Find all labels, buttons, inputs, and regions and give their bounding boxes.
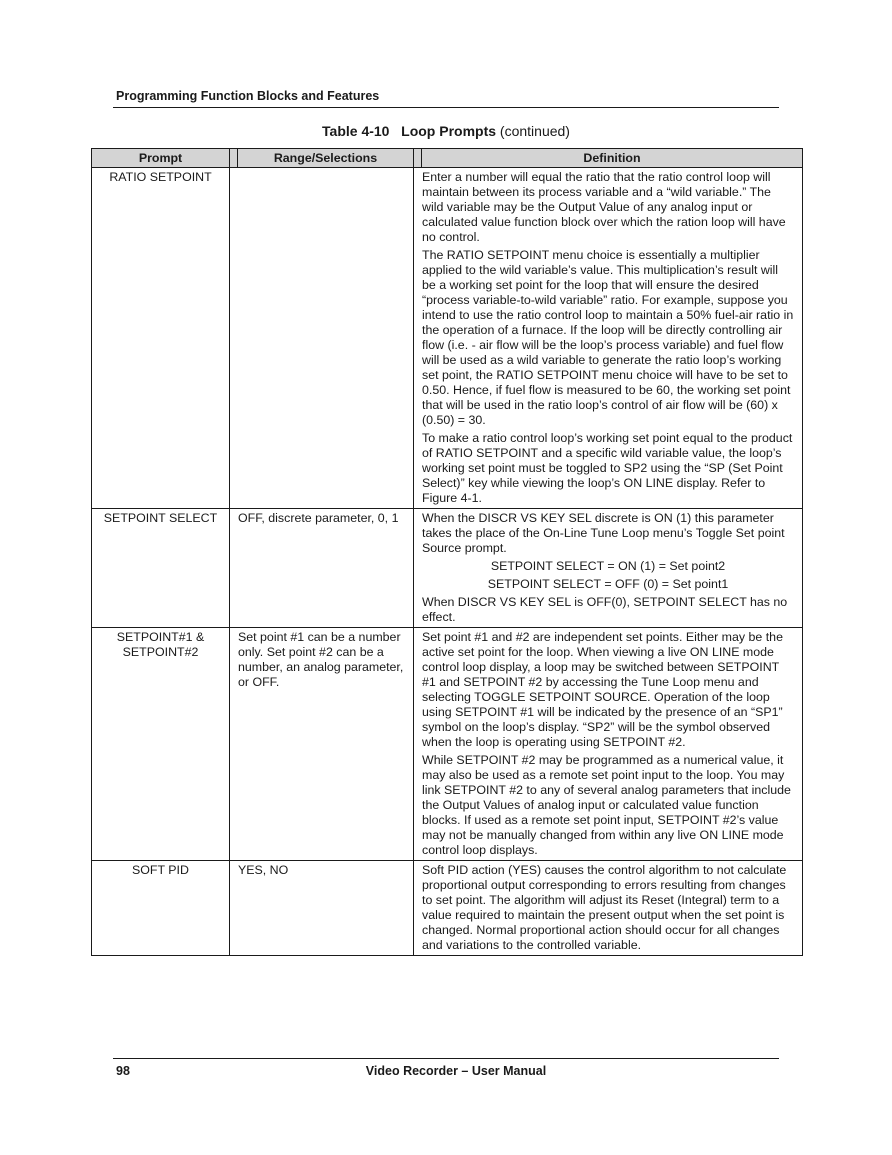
prompt-cell: RATIO SETPOINT bbox=[92, 168, 230, 509]
definition-paragraph: Set point #1 and #2 are independent set points. Either may be the active set point for the loop. When viewing a live ON LINE mode control loop display, a loop may be switched between SETPOINT #1 and SETPOINT #2 by accessing the Tune Loop menu and selecting TOGGLE SETPOINT SOURCE. Operation of the loop using SETPOINT #1 will be indicated by the presence of an “SP1” symbol on the loop’s display. “SP2” will be the symbol observed when the loop is operating using SETPOINT #2. bbox=[422, 630, 783, 749]
definition-equation: SETPOINT SELECT = OFF (0) = Set point1 bbox=[487, 577, 729, 591]
definition-paragraph: The RATIO SETPOINT menu choice is essentially a multiplier applied to the wild variable’s value. This multiplication’s result will be a working set point for the loop that will ensure the desired “process variable-to-wild variable” ratio. For example, suppose you intend to use the ratio control loop to maintain a 50% fuel-air ratio in the operation of a furnace. If the loop will be directly controlling air flow (i.e. - air flow will be the loop’s process variable) and fuel flow will be used as a wild variable to generate the ratio loop’s working set point, the RATIO SETPOINT menu choice will have to be set to 0.50. Hence, if fuel flow is measured to be 60, the working set point that will be used in the ratio loop’s control of air flow will be (60) x (0.50) = 30. bbox=[422, 248, 794, 427]
running-header: Programming Function Blocks and Features bbox=[116, 89, 380, 103]
header-rule bbox=[113, 107, 779, 108]
footer-document-title: Video Recorder – User Manual bbox=[365, 1064, 547, 1078]
definition-cell bbox=[414, 168, 803, 509]
definition-cell bbox=[414, 861, 803, 956]
definition-cell bbox=[414, 628, 803, 861]
range-cell: Set point #1 can be a number only. Set point #2 can be a number, an analog parameter, or OFF. bbox=[230, 628, 414, 861]
definition-paragraph: While SETPOINT #2 may be programmed as a numerical value, it may also be used as a remote set point input to the loop. You may link SETPOINT #2 to any of several analog parameters that include the Output Values of analog input or calculated value function blocks. If used as a remote set point input, SETPOINT #2’s value may not be manually changed from within any live ON LINE mode control loop displays. bbox=[422, 753, 791, 857]
range-cell: YES, NO bbox=[230, 861, 414, 956]
definition-cell bbox=[414, 509, 803, 628]
table-number: Table 4-10 bbox=[322, 123, 390, 139]
loop-prompts-table bbox=[91, 148, 803, 956]
definition-paragraph: To make a ratio control loop’s working set point equal to the product of RATIO SETPOINT and a specific wild variable value, the loop’s working set point must be toggled to SP2 using the “SP (Set Point Select)” key while viewing the loop’s ON LINE display. Refer to Figure 4-1. bbox=[422, 431, 793, 505]
definition-paragraph: Enter a number will equal the ratio that the ratio control loop will maintain between its process variable and a “wild variable.” The wild variable may be the Output Value of any analog input or calculated value function block over which the ration loop will have no control. bbox=[422, 170, 786, 244]
table-row-ratio-setpoint bbox=[92, 168, 803, 509]
prompt-cell: SETPOINT SELECT bbox=[92, 509, 230, 628]
table-row-setpoint-1-2 bbox=[92, 628, 803, 861]
column-header-range: Range/Selections bbox=[238, 149, 414, 168]
column-header-prompt: Prompt bbox=[92, 149, 230, 168]
range-cell bbox=[230, 168, 414, 509]
table-header-row bbox=[92, 149, 803, 168]
range-cell: OFF, discrete parameter, 0, 1 bbox=[230, 509, 414, 628]
page-number: 98 bbox=[116, 1064, 130, 1078]
table-row-setpoint-select bbox=[92, 509, 803, 628]
table-row-soft-pid bbox=[92, 861, 803, 956]
definition-paragraph: Soft PID action (YES) causes the control algorithm to not calculate proportional output corresponding to errors resulting from changes to set point. The algorithm will adjust its Reset (Integral) term to a value required to maintain the present output when the set point is changed. Normal proportional action should occur for all changes and variations to the controlled variable. bbox=[422, 863, 787, 952]
table-caption-suffix: (continued) bbox=[499, 123, 570, 139]
definition-paragraph: When the DISCR VS KEY SEL discrete is ON (1) this parameter takes the place of the On-Line Tune Loop menu’s Toggle Set point Source prompt. bbox=[422, 511, 785, 555]
column-gap bbox=[230, 149, 238, 168]
column-gap bbox=[414, 149, 422, 168]
table-title: Loop Prompts bbox=[401, 123, 497, 139]
footer-rule bbox=[113, 1058, 779, 1059]
prompt-cell: SOFT PID bbox=[92, 861, 230, 956]
table-caption bbox=[0, 123, 892, 139]
column-header-definition: Definition bbox=[422, 149, 803, 168]
definition-equation: SETPOINT SELECT = ON (1) = Set point2 bbox=[490, 559, 726, 573]
prompt-cell: SETPOINT#1 & SETPOINT#2 bbox=[92, 628, 230, 861]
definition-paragraph: When DISCR VS KEY SEL is OFF(0), SETPOINT SELECT has no effect. bbox=[422, 595, 788, 624]
